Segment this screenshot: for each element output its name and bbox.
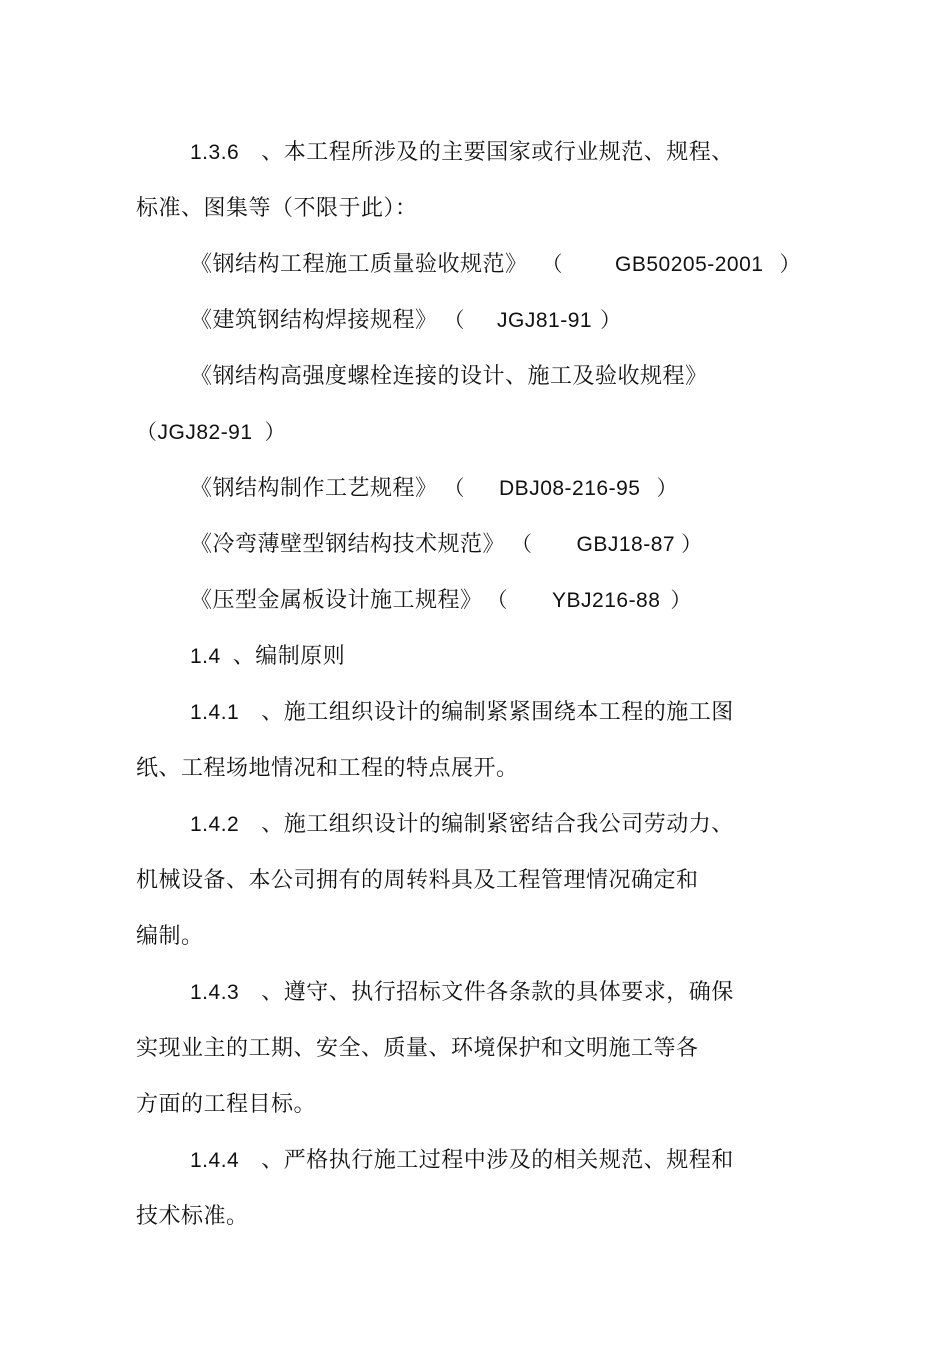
section-number: 1.4.1 bbox=[190, 701, 240, 724]
section-number: 1.4.3 bbox=[190, 981, 240, 1004]
section-1-4-2-line-1 bbox=[190, 811, 734, 839]
standard-code: JGJ81-91 bbox=[497, 309, 593, 332]
paren-close: ） bbox=[264, 421, 287, 444]
standard-title: 《建筑钢结构焊接规程》 bbox=[190, 308, 438, 333]
section-number: 1.4.2 bbox=[190, 813, 240, 836]
standard-item bbox=[190, 251, 801, 279]
paren-open: （ bbox=[443, 309, 466, 332]
paren-close: ） bbox=[670, 589, 692, 612]
section-number: 1.4.4 bbox=[190, 1149, 240, 1172]
section-1-4-3-line-2 bbox=[136, 1035, 699, 1063]
standard-item-continuation bbox=[136, 419, 286, 447]
standard-item bbox=[190, 531, 703, 559]
paragraph-text: 纸、工程场地情况和工程的特点展开。 bbox=[136, 756, 519, 781]
section-1-4-1-line-1 bbox=[190, 699, 734, 727]
standard-title: 《压型金属板设计施工规程》 bbox=[190, 588, 483, 613]
section-1-3-6-line-1 bbox=[190, 139, 734, 167]
paren-open: （ bbox=[136, 421, 158, 444]
section-1-4-4-line-2 bbox=[136, 1203, 249, 1231]
section-title: 、编制原则 bbox=[232, 644, 346, 669]
standard-item bbox=[190, 363, 708, 391]
paragraph-text: 、施工组织设计的编制紧紧围绕本工程的施工图 bbox=[261, 700, 734, 725]
section-1-4-3-line-1 bbox=[190, 979, 734, 1007]
paren-open: （ bbox=[511, 533, 533, 556]
standard-title: 《钢结构高强度螺栓连接的设计、施工及验收规程》 bbox=[190, 364, 708, 389]
section-1-3-6-line-2 bbox=[136, 195, 418, 223]
paragraph-text: 标准、图集等（不限于此）： bbox=[136, 196, 418, 221]
paragraph-text: 编制。 bbox=[136, 924, 204, 949]
paren-close: ） bbox=[656, 477, 678, 500]
standard-item bbox=[190, 475, 678, 503]
standard-code: DBJ08-216-95 bbox=[499, 477, 641, 500]
paragraph-text: 实现业主的工期、安全、质量、环境保护和文明施工等各 bbox=[136, 1036, 699, 1061]
paren-open: （ bbox=[443, 477, 466, 500]
section-number: 1.4 bbox=[190, 645, 221, 668]
section-1-4-2-line-3 bbox=[136, 923, 204, 951]
standard-item bbox=[190, 587, 692, 615]
paren-close: ） bbox=[600, 309, 622, 332]
standard-code: GBJ18-87 bbox=[576, 533, 676, 556]
standard-code: JGJ82-91 bbox=[157, 421, 253, 444]
paragraph-text: 、严格执行施工过程中涉及的相关规范、规程和 bbox=[261, 1148, 734, 1173]
standard-title: 《钢结构制作工艺规程》 bbox=[190, 476, 438, 501]
paragraph-text: 技术标准。 bbox=[136, 1204, 249, 1229]
section-1-4-heading bbox=[190, 643, 345, 671]
paragraph-text: 、遵守、执行招标文件各条款的具体要求，确保 bbox=[261, 980, 734, 1005]
standard-code: GB50205-2001 bbox=[615, 253, 764, 276]
paragraph-text: 、施工组织设计的编制紧密结合我公司劳动力、 bbox=[261, 812, 734, 837]
paragraph-text: 、本工程所涉及的主要国家或行业规范、规程、 bbox=[261, 140, 734, 165]
standard-code: YBJ216-88 bbox=[552, 589, 661, 612]
standard-title: 《钢结构工程施工质量验收规范》 bbox=[190, 252, 528, 277]
section-1-4-3-line-3 bbox=[136, 1091, 316, 1119]
standard-item bbox=[190, 307, 622, 335]
paren-close: ） bbox=[779, 253, 801, 276]
standard-title: 《冷弯薄壁型钢结构技术规范》 bbox=[190, 532, 506, 557]
paragraph-text: 机械设备、本公司拥有的周转料具及工程管理情况确定和 bbox=[136, 868, 699, 893]
section-number: 1.3.6 bbox=[190, 141, 240, 164]
paragraph-text: 方面的工程目标。 bbox=[136, 1092, 317, 1117]
paren-close: ） bbox=[681, 533, 703, 556]
paren-open: （ bbox=[541, 253, 564, 276]
paren-open: （ bbox=[486, 589, 509, 612]
section-1-4-2-line-2 bbox=[136, 867, 699, 895]
section-1-4-1-line-2 bbox=[136, 755, 519, 783]
section-1-4-4-line-1 bbox=[190, 1147, 734, 1175]
